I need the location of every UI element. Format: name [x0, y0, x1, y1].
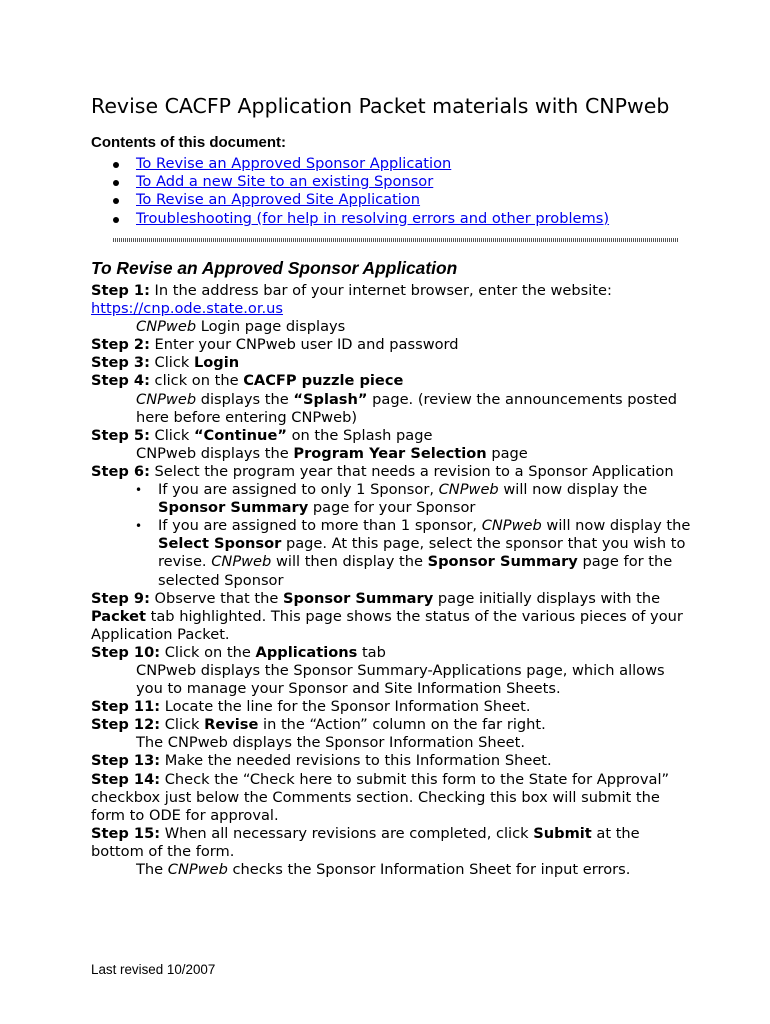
- step-1-note: CNPweb Login page displays: [136, 318, 346, 336]
- step-12-note: The CNPweb displays the Sponsor Information Sheet.: [136, 734, 525, 752]
- step-9: Step 9: Observe that the Sponsor Summary page initially displays with the Packet tab highlighted. This page shows the status of the various pieces of your Application Packet.: [91, 589, 683, 643]
- step-6-options: [91, 481, 691, 590]
- step-13: Step 13: Make the needed revisions to this Information Sheet.: [91, 752, 552, 770]
- bullet-icon: [113, 198, 119, 204]
- contents-heading: Contents of this document:: [91, 134, 286, 151]
- toc-link-troubleshooting[interactable]: Troubleshooting (for help in resolving errors and other problems): [136, 209, 610, 227]
- step-4: Step 4: click on the CACFP puzzle piece: [91, 372, 404, 390]
- section-divider: [113, 238, 679, 242]
- toc-item: [113, 210, 609, 228]
- step-10: Step 10: Click on the Applications tab: [91, 643, 386, 661]
- bullet-icon: •: [135, 483, 143, 498]
- table-of-contents: [113, 155, 609, 228]
- section-body: [91, 282, 691, 879]
- page-title: Revise CACFP Application Packet materials with CNPweb: [91, 94, 670, 118]
- step-1-link-line: [91, 300, 691, 318]
- toc-item: [113, 155, 609, 173]
- footer-revised-date: Last revised 10/2007: [91, 962, 216, 977]
- step-6: Step 6: Select the program year that needs a revision to a Sponsor Application: [91, 462, 674, 480]
- bullet-icon: [113, 180, 119, 186]
- toc-item: [113, 191, 609, 209]
- step-label: Step 1:: [91, 282, 150, 299]
- step-10-note: CNPweb displays the Sponsor Summary-Applications page, which allows you to manage your Sponsor and Site Information Sheets.: [136, 661, 665, 698]
- bullet-icon: [113, 162, 119, 168]
- step-12: Step 12: Click Revise in the “Action” column on the far right.: [91, 716, 546, 734]
- step-11: Step 11: Locate the line for the Sponsor Information Sheet.: [91, 698, 531, 716]
- bullet-icon: •: [135, 519, 143, 534]
- toc-link-revise-sponsor[interactable]: To Revise an Approved Sponsor Application: [136, 155, 452, 172]
- toc-link-add-site[interactable]: To Add a new Site to an existing Sponsor: [136, 173, 434, 191]
- step-14: Step 14: Check the “Check here to submit this form to the State for Approval” checkbox just below the Comments section. Checking this box will submit the form to ODE for approval.: [91, 770, 670, 824]
- bullet-icon: [113, 217, 119, 223]
- step-15-note: The CNPweb checks the Sponsor Information Sheet for input errors.: [136, 861, 631, 878]
- step-3: Step 3: Click Login: [91, 354, 240, 372]
- step-4-note: CNPweb displays the “Splash” page. (review the announcements posted here before entering CNPweb): [136, 390, 678, 426]
- step-15: Step 15: When all necessary revisions are completed, click Submit at the bottom of the form.: [91, 824, 640, 860]
- toc-item: [113, 173, 609, 191]
- list-item: • If you are assigned to only 1 Sponsor, CNPweb will now display the Sponsor Summary page for your Sponsor: [135, 481, 648, 517]
- toc-link-revise-site[interactable]: To Revise an Approved Site Application: [136, 191, 421, 209]
- website-link[interactable]: https://cnp.ode.state.or.us: [91, 300, 283, 318]
- step-1: Step 1: In the address bar of your internet browser, enter the website:: [91, 282, 612, 299]
- step-2: Step 2: Enter your CNPweb user ID and password: [91, 336, 459, 354]
- step-5-note: CNPweb displays the Program Year Selection page: [136, 444, 528, 462]
- section-heading: To Revise an Approved Sponsor Application: [91, 258, 458, 278]
- step-5: Step 5: Click “Continue” on the Splash page: [91, 426, 433, 444]
- list-item: • If you are assigned to more than 1 sponsor, CNPweb will now display the Select Sponsor page. At this page, select the sponsor that you wish to revise. CNPweb will then display the Sponsor Summary page for the selected Sponsor: [135, 517, 691, 589]
